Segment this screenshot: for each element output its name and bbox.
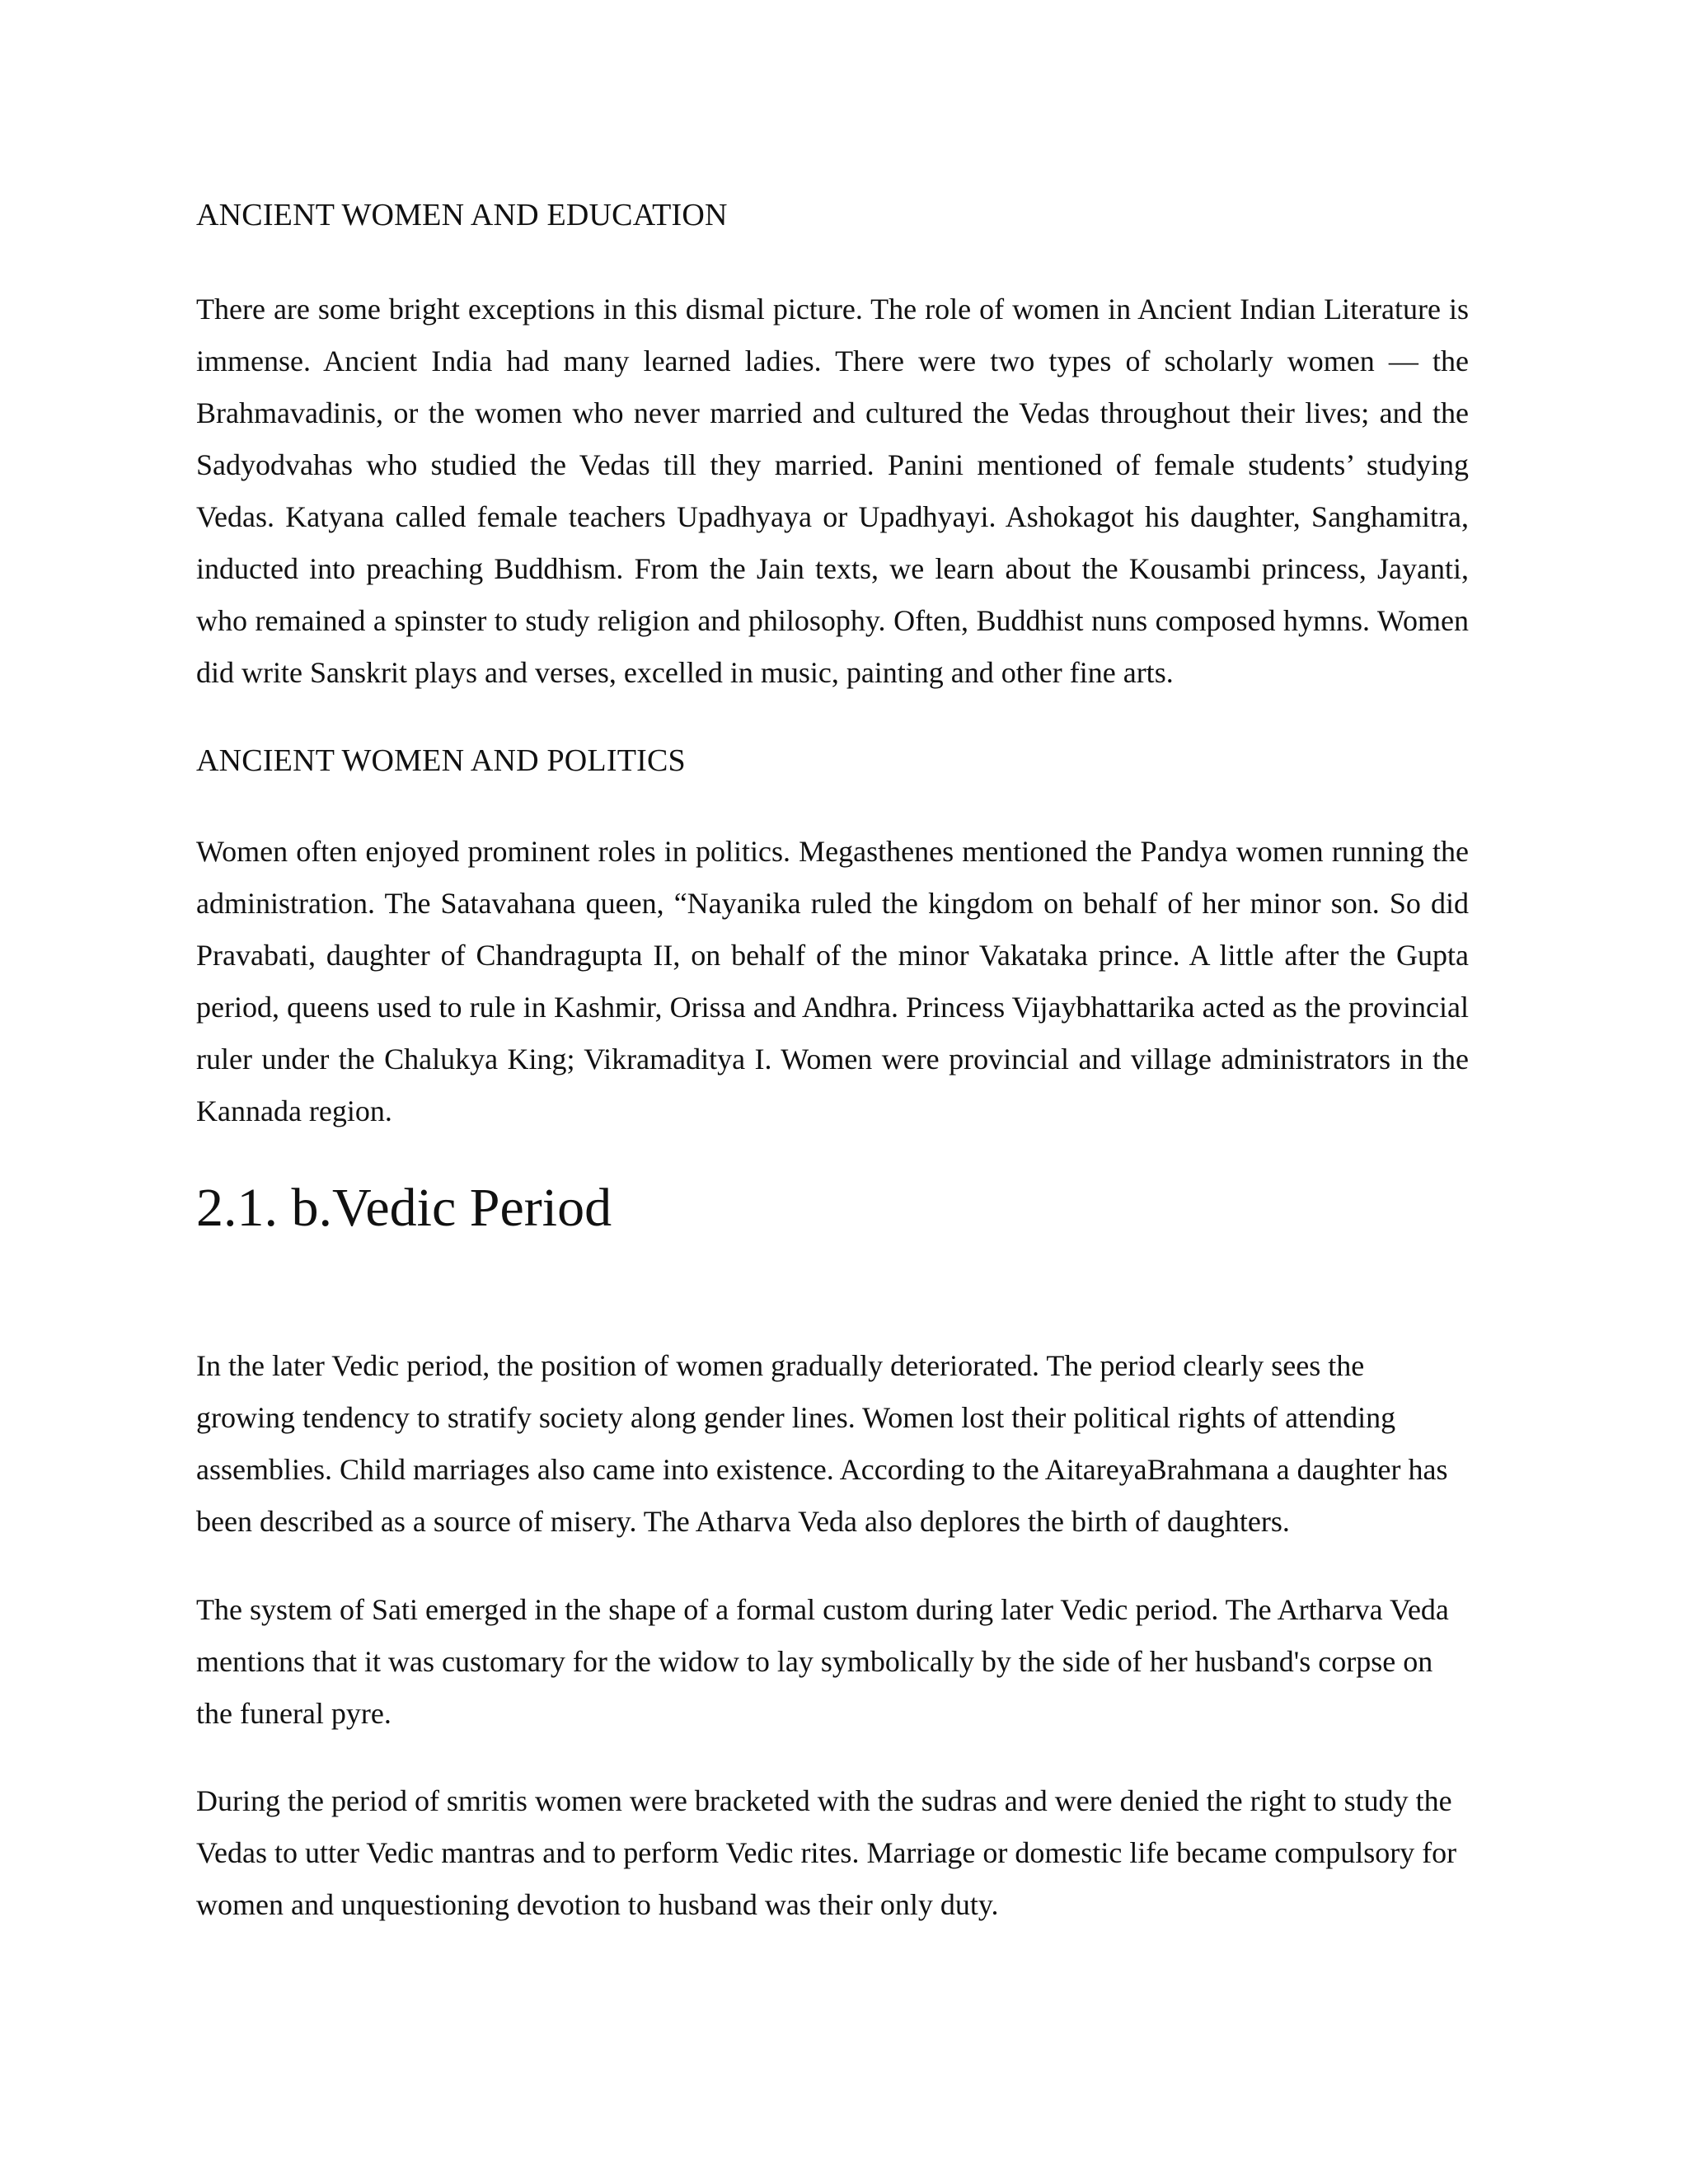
paragraph-education: There are some bright exceptions in this dismal picture. The role of women in Ancient Indian Literature is immense. Ancient India had many learned ladies. There were two types of scholarly women — the Brahmavadinis, or the women who never married and cultured the Vedas throughout their lives; and the Sadyodvahas who studied the Vedas till they married. Panini mentioned of female students’ studying Vedas. Katyana called female teachers Upadhyaya or Upadhyayi. Ashokagot his daughter, Sanghamitra, inducted into preaching Buddhism. From the Jain texts, we learn about the Kousambi princess, Jayanti, who remained a spinster to study religion and philosophy. Often, Buddhist nuns composed hymns. Women did write Sanskrit plays and verses, excelled in music, painting and other fine arts. bbox=[196, 293, 1469, 689]
section-title-politics: ANCIENT WOMEN AND POLITICS bbox=[196, 743, 686, 778]
vedic-period-heading: 2.1. b.Vedic Period bbox=[196, 1178, 612, 1238]
paragraph-politics: Women often enjoyed prominent roles in politics. Megasthenes mentioned the Pandya women running the administration. The Satavahana queen, “Nayanika ruled the kingdom on behalf of her minor son. So did Pravabati, daughter of Chandragupta II, on behalf of the minor Vakataka prince. A little after the Gupta period, queens used to rule in Kashmir, Orissa and Andhra. Princess Vijaybhattarika acted as the provincial ruler under the Chalukya King; Vikramaditya I. Women were provincial and village administrators in the Kannada region. bbox=[196, 835, 1469, 1127]
section-title-education: ANCIENT WOMEN AND EDUCATION bbox=[196, 198, 728, 232]
paragraph-vedic-3: During the period of smritis women were bracketed with the sudras and were denied the right to study the Vedas to utter Vedic mantras and to perform Vedic rites. Marriage or domestic life became compulsory for women and unquestioning devotion to husband was their only duty. bbox=[196, 1784, 1457, 1921]
paragraph-vedic-2: The system of Sati emerged in the shape of a formal custom during later Vedic period. The Artharva Veda mentions that it was customary for the widow to lay symbolically by the side of her husband's corpse on the funeral pyre. bbox=[196, 1593, 1449, 1730]
paragraph-vedic-1: In the later Vedic period, the position of women gradually deteriorated. The period clearly sees the growing tendency to stratify society along gender lines. Women lost their political rights of attending assemblies. Child marriages also came into existence. According to the AitareyaBrahmana a daughter has been described as a source of misery. The Atharva Veda also deplores the birth of daughters. bbox=[196, 1349, 1448, 1538]
